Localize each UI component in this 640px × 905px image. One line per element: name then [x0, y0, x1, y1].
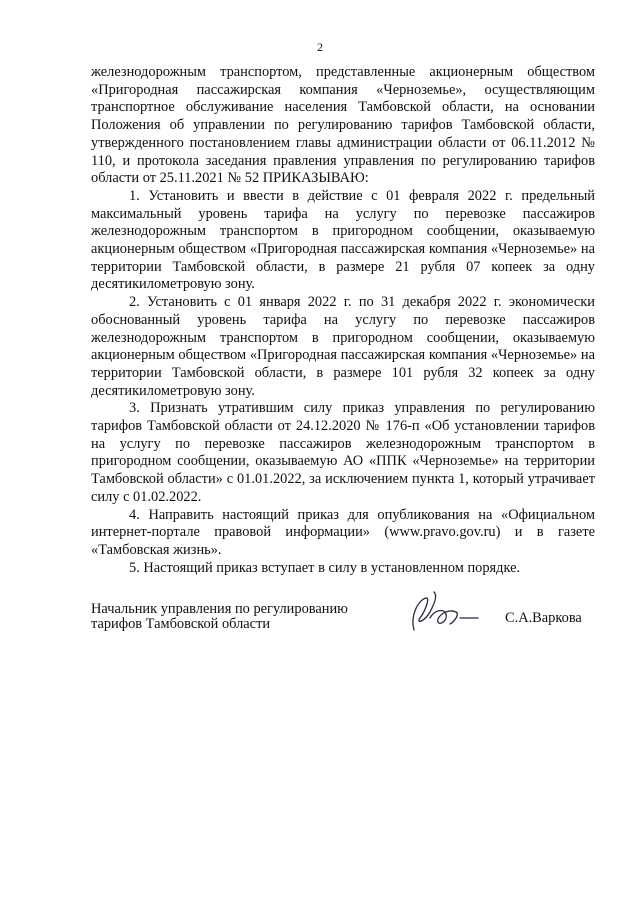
document-body	[91, 64, 595, 577]
signatory-position	[91, 602, 348, 632]
paragraph-intro: железнодорожным транспортом, представленные акционерным обществом «Пригородная пассажирская компания «Черноземье», осуществляющим транспортное обслуживание населения Тамбовской области, на основании Положения об управлении по регулированию тарифов Тамбовской области, утвержденного постановлением главы администрации области от 06.11.2012 № 110, и протокола заседания правления управления по регулированию тарифов области от 25.11.2021 № 52 ПРИКАЗЫВАЮ:	[91, 64, 595, 187]
handwritten-signature	[404, 588, 484, 638]
paragraph-item-2: 2. Установить с 01 января 2022 г. по 31 декабря 2022 г. экономически обоснованный уровень тарифа на услугу по перевозке пассажиров железнодорожным транспортом в пригородном сообщении, оказываемую акционерным обществом «Пригородная пассажирская компания «Черноземье» на территории Тамбовской области, в размере 101 рубля 32 копеек за одну десятикилометровую зону.	[91, 294, 595, 399]
paragraph-item-5: 5. Настоящий приказ вступает в силу в установленном порядке.	[129, 559, 521, 576]
paragraph-item-1: 1. Установить и ввести в действие с 01 февраля 2022 г. предельный максимальный уровень тарифа на услугу по перевозке пассажиров железнодорожным транспортом в пригородном сообщении, оказываемую акционерным обществом «Пригородная пассажирская компания «Черноземье» на территории Тамбовской области, в размере 21 рубля 07 копеек за одну десятикилометровую зону.	[91, 187, 595, 293]
position-line-2: тарифов Тамбовской области	[91, 616, 271, 632]
page-number: 2	[317, 40, 323, 54]
paragraph-item-3: 3. Признать утратившим силу приказ управления по регулированию тарифов Тамбовской области от 24.12.2020 № 176-п «Об установлении тарифов на услугу по перевозке пассажиров железнодорожным транспортом в пригородном сообщении, оказываемую АО «ППК «Черноземье» на территории Тамбовской области» с 01.01.2022, за исключением пункта 1, который утрачивает силу с 01.02.2022.	[91, 400, 595, 505]
signatory-name: С.А.Варкова	[505, 610, 582, 626]
position-line-1: Начальник управления по регулированию	[91, 601, 348, 617]
paragraph-item-4: 4. Направить настоящий приказ для опубликования на «Официальном интернет-портале правовой информации» (www.pravo.gov.ru) и в газете «Тамбовская жизнь».	[91, 506, 595, 558]
